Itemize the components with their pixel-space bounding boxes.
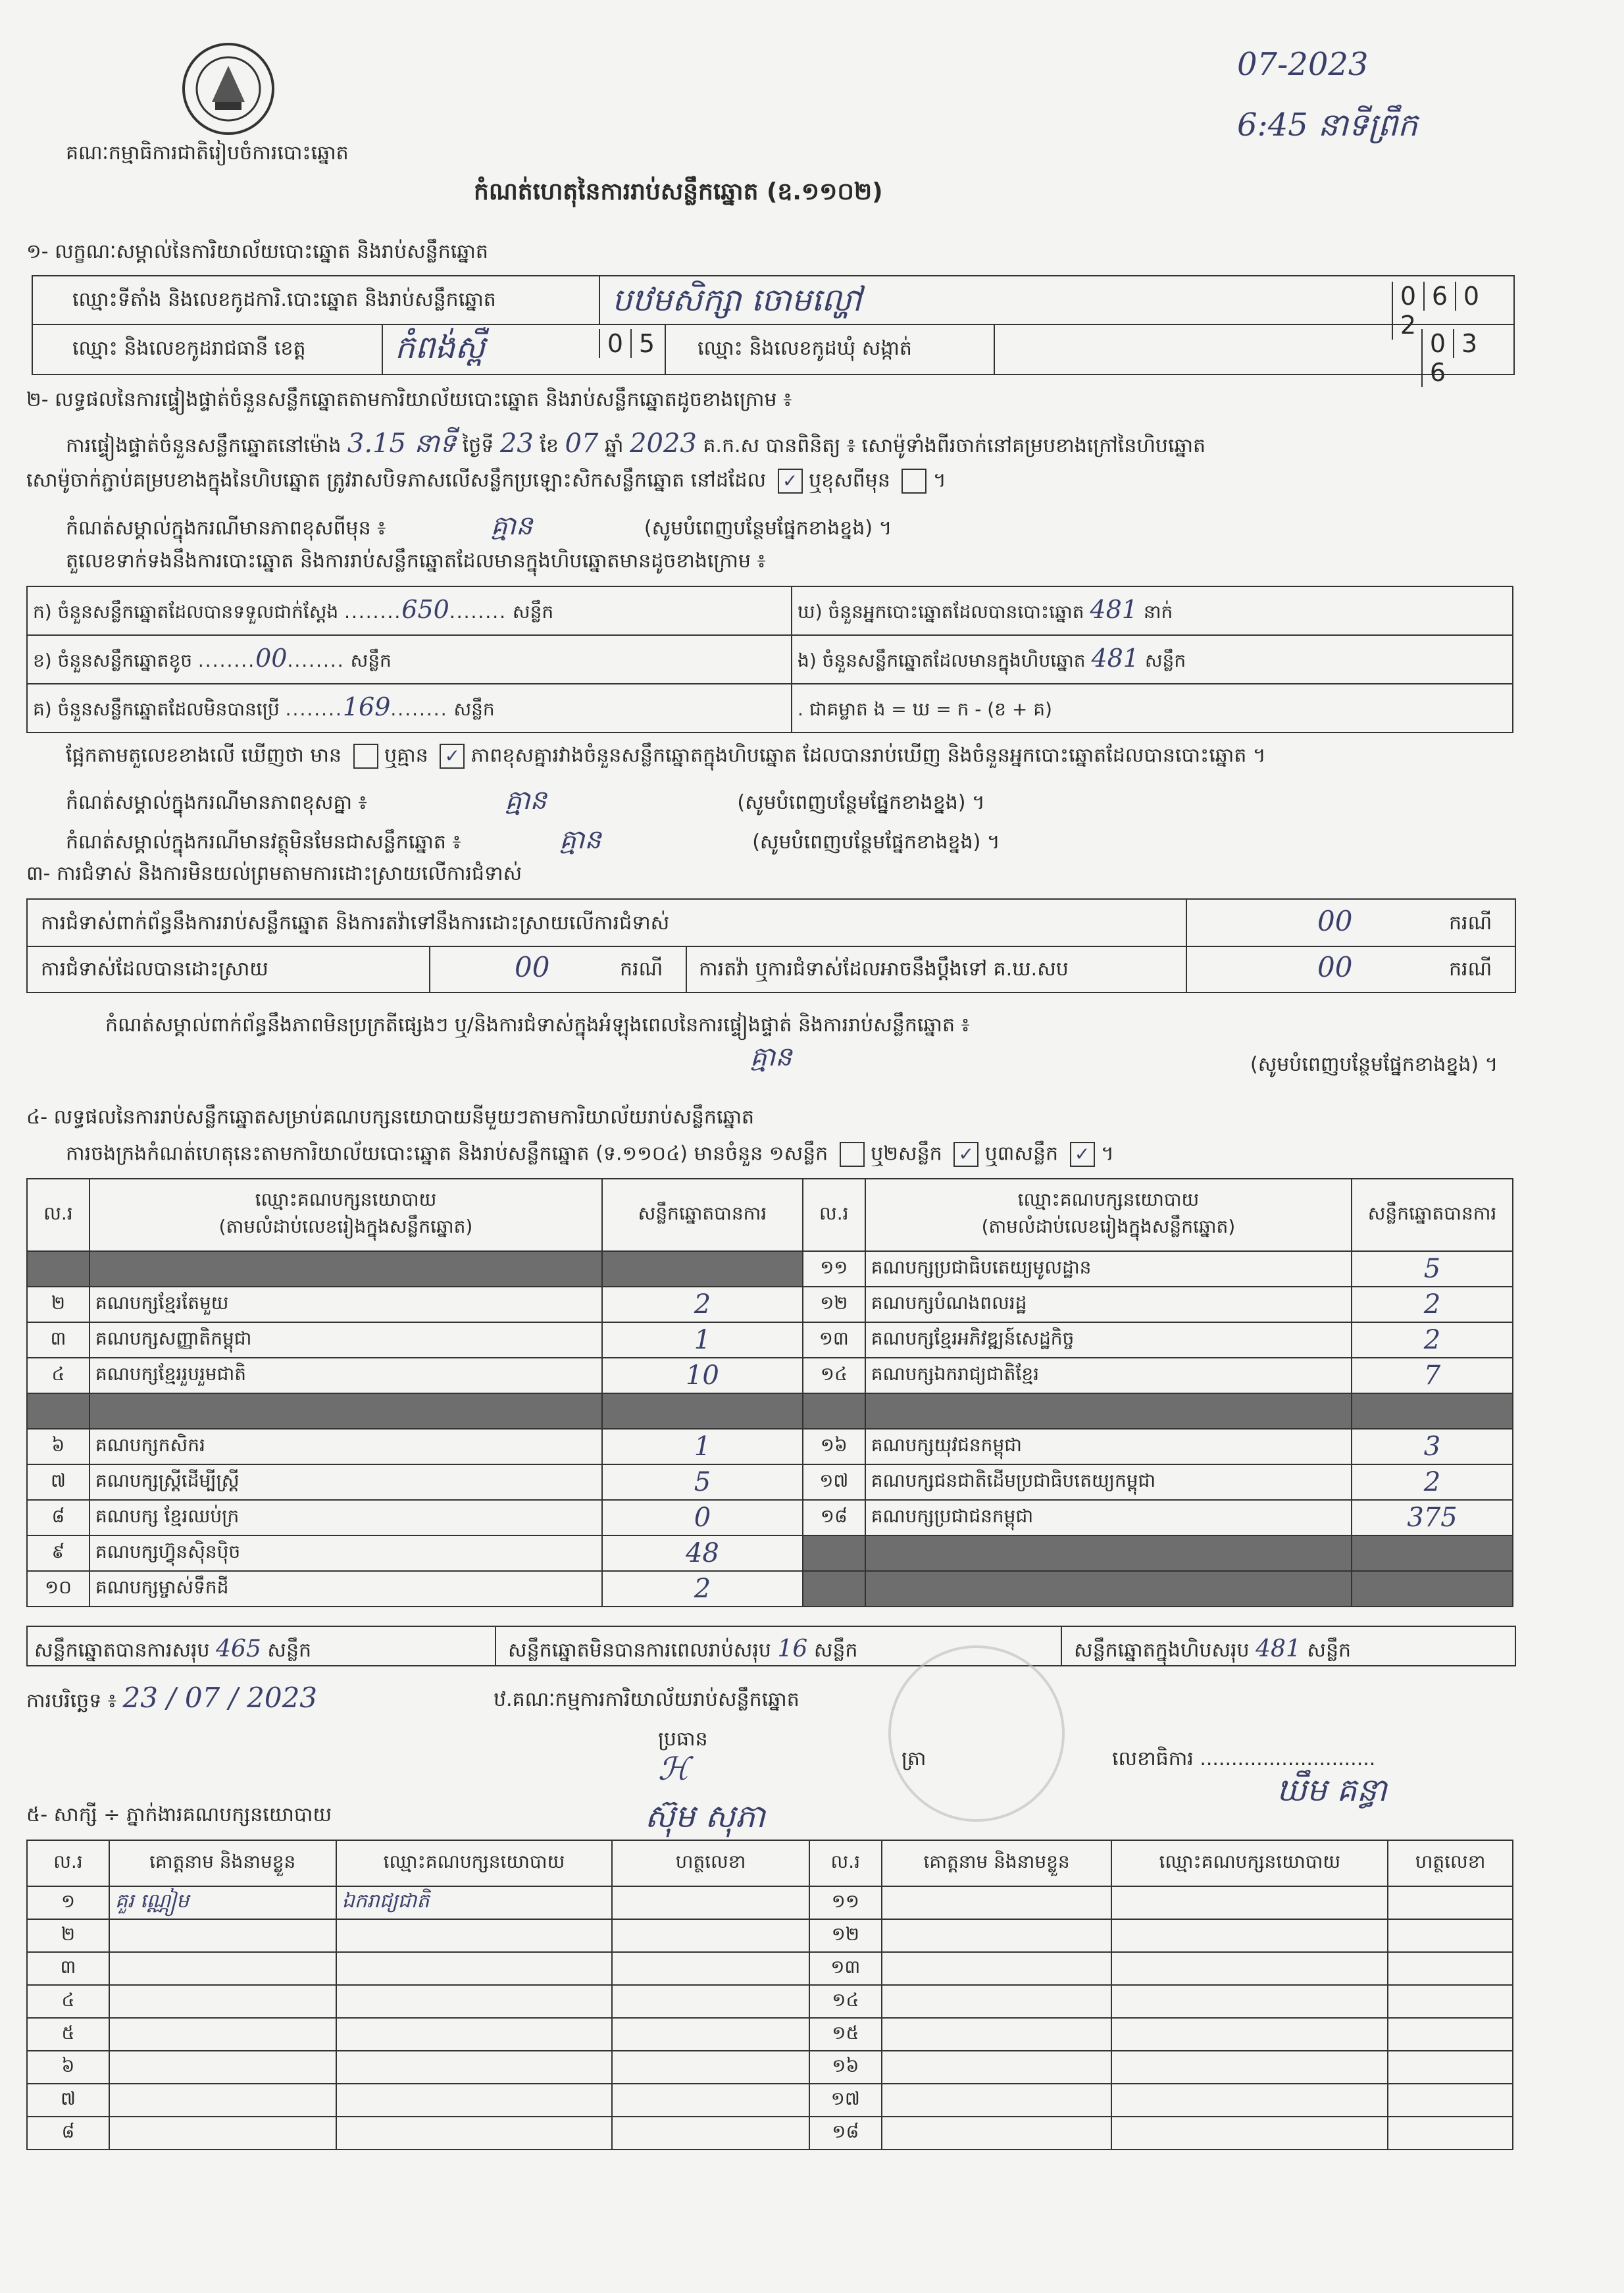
witness-cell: ៥ [27,2018,109,2051]
party-row: ៨ គណបក្ស ខ្មែរឈប់ក្រ 0 ១៨ គណបក្សប្រជាជនកម្ពុជា 375 [27,1500,1513,1535]
count-right-value: 481 [1091,643,1139,673]
station-label: ឈ្មោះទីតាំង និងលេខកូដការិ.បោះឆ្នោត និងរាប់សន្លឹកឆ្នោត [72,288,496,311]
witness-cell [882,2084,1112,2117]
witness-cell [336,1985,613,2018]
party-name: គណបក្សជនជាតិដើមប្រជាធិបតេយ្យកម្ពុជា [865,1464,1352,1500]
party-votes: 48 [602,1535,803,1571]
witness-cell [336,1919,613,1952]
witness-cell [1388,1919,1513,1952]
party-name: គណបក្សប្រជាជនកម្ពុជា [865,1500,1352,1535]
numbers-intro: តួលេខទាក់ទងនឹងការបោះឆ្នោត និងការរាប់សន្លឹកឆ្នោតដែលមានក្នុងហិបឆ្នោតមានដូចខាងក្រោម ៖ [66,550,766,573]
witness-cell [109,2051,336,2084]
party-name [89,1393,602,1429]
party-votes [602,1393,803,1429]
party-votes: 375 [1352,1500,1513,1535]
witness-table [26,1840,1513,2150]
section5-heading: ៥- សាក្សី ÷ ភ្នាក់ងារគណបក្សនយោបាយ [26,1803,332,1826]
witness-row [27,1985,1513,2018]
witness-cell: ៨ [27,2117,109,2150]
witness-col-header: ល.រ [809,1840,882,1886]
province-label: ឈ្មោះ និងលេខកូដរាជធានី ខេត្ត [72,337,306,360]
party-votes: 2 [1352,1322,1513,1358]
complaints-box: ការជំទាស់ពាក់ព័ន្ធនឹងការរាប់សន្លឹកឆ្នោត និងការតវ៉ាទៅនឹងការដោះស្រាយលើការជំទាស់ 00 ករណី ការជំទាស់ដែលបានដោះស្រាយ 00 ករណី ការតវ៉ា ឬការជំទាស់ដែលអាចនឹងប្ដឹងទៅ គ.ឃ.សប 00 ករណី [26,898,1516,993]
witness-cell [612,2084,809,2117]
commune-code: 0 36 [1421,329,1513,387]
witness-cell [109,1985,336,2018]
verification-time: 3.15 នាទី [347,428,457,459]
witness-col-header: ហត្ថលេខា [612,1840,809,1886]
changed-checkbox[interactable] [901,469,926,494]
witness-cell: ១ [27,1886,109,1919]
party-votes: 5 [602,1464,803,1500]
party-name: គណបក្សស្ត្រីដើម្បីស្ត្រី [89,1464,602,1500]
party-name: គណបក្សសញ្ញាតិកម្ពុជា [89,1322,602,1358]
party-name: គណបក្សយុវជនកម្ពុជា [865,1429,1352,1464]
party-row: ១០ គណបក្សម្ចាស់ទឹកដី 2 [27,1571,1513,1607]
irregularity-value: គ្មាន [750,1042,792,1072]
party-results-table: ល.រ ឈ្មោះគណបក្សនយោបាយ (តាមលំដាប់លេខរៀងក្នុងសន្លឹកឆ្នោត) សន្លឹកឆ្នោតបានការ ល.រ ឈ្មោះគណបក្សនយោបាយ (តាមលំដាប់លេខរៀងក្នុងសន្លឹកឆ្នោត) សន្លឹកឆ្នោតបានការ ១១ គណបក្សប្រជាធិបតេយ្យមូលដ្ឋាន 5 ២ គណបក្សខ្មែរតែមួយ 2 ១២ គណបក្សបំណងពលរដ្ឋ 2 ៣ គណបក្សសញ្ញាតិកម្ពុជា 1 ១៣ គណបក្សខ្មែរអភិវឌ្ឍន៍សេដ្ឋកិច្ច 2 ៤ គណបក្សខ្មែររួបរួមជាតិ 10 ១៤ គណបក្សឯករាជ្យជាតិខ្មែរ 7 ៦ គណបក្សកសិករ 1 ១៦ គណបក្សយុវជនកម្ពុជា 3 ៧ គណបក្សស្ត្រីដើម្បីស្ត្រី 5 ១៧ គណបក្សជនជាតិដើមប្រជាធិបតេយ្យកម្ពុជា 2 ៨ គណបក្ស ខ្មែរឈប់ក្រ 0 ១៨ គណបក្សប្រជាជនកម្ពុជា 375 ៩ គណបក្សហ៊្វុនស៊ិនប៉ិច 48 ១០ គណបក្សម្ចាស់ទឹកដី 2 [26,1178,1513,1607]
witness-cell [1388,2051,1513,2084]
same-checkbox[interactable]: ✓ [778,469,803,494]
witness-cell [336,2051,613,2084]
party-row: ១១ គណបក្សប្រជាធិបតេយ្យមូលដ្ឋាន 5 [27,1251,1513,1287]
count-row: ខ) ចំនួនសន្លឹកឆ្នោតខូច ........00........ សន្លឹក ង) ចំនួនសន្លឹកឆ្នោតដែលមានក្នុងហិបឆ្នោត 481 សន្លឹក [27,635,1513,684]
witness-cell: គួរ​ ណ្ណៀម [109,1886,336,1919]
witness-cell [1388,1985,1513,2018]
witness-cell [1388,1886,1513,1919]
witness-cell: ១៤ [809,1985,882,2018]
witness-cell [612,1919,809,1952]
witness-cell: ២ [27,1919,109,1952]
witness-cell [1388,2117,1513,2150]
official-stamp-icon [888,1645,1065,1822]
witness-cell [1111,1886,1388,1919]
party-row: ៤ គណបក្សខ្មែររួបរួមជាតិ 10 ១៤ គណបក្សឯករាជ្យជាតិខ្មែរ 7 [27,1358,1513,1393]
witness-cell [336,2084,613,2117]
party-votes: 7 [1352,1358,1513,1393]
has-difference-checkbox[interactable] [353,744,378,769]
witness-cell [109,2084,336,2117]
witness-cell: ១៥ [809,2018,882,2051]
party-name: គណបក្សហ៊្វុនស៊ិនប៉ិច [89,1535,602,1571]
party-name [865,1393,1352,1429]
copies-2-checkbox[interactable]: ✓ [953,1142,978,1167]
committee-label: ឋ.គណៈកម្មការការិយាល័យរាប់សន្លឹកឆ្នោត [494,1688,799,1711]
witness-cell: ឯករាជ្យជាតិ [336,1886,613,1919]
total-invalid: 16 [777,1636,808,1662]
party-name: គណបក្សខ្មែរអភិវឌ្ឍន៍សេដ្ឋកិច្ច [865,1322,1352,1358]
witness-cell [1388,2084,1513,2117]
party-name: គណបក្សកសិករ [89,1429,602,1464]
witness-cell [336,2117,613,2150]
party-votes: 1 [602,1429,803,1464]
secretary-name: ឃឹម គន្ធា [1277,1772,1387,1809]
org-name: គណៈកម្មាធិការជាតិរៀបចំការបោះឆ្នោត [66,142,349,165]
party-votes: 2 [602,1571,803,1607]
section2-heading: ២- លទ្ធផលនៃការផ្ទៀងផ្ទាត់ចំនួនសន្លឹកឆ្នោតតាមការិយាល័យបោះឆ្នោត និងរាប់សន្លឹកឆ្នោតដូចខាងក្រោម ៖ [26,388,792,411]
witness-row [27,1952,1513,1985]
witness-cell [1111,1919,1388,1952]
party-votes [1352,1535,1513,1571]
party-votes: 2 [1352,1287,1513,1322]
count-left-value: 00 [255,643,288,673]
party-name: គណបក្សឯករាជ្យជាតិខ្មែរ [865,1358,1352,1393]
page-title: កំណត់ហេតុនៃការរាប់សន្លឹកឆ្នោត (ឧ.១១០២) [474,178,883,205]
witness-cell [612,2117,809,2150]
witness-cell: ១៨ [809,2117,882,2150]
witness-cell [882,2018,1112,2051]
total-in-box: 481 [1256,1636,1301,1662]
resolved-count: 00 [515,951,550,983]
ballot-count-table [26,586,1513,733]
witness-cell: ៤ [27,1985,109,2018]
witness-cell: ១៧ [809,2084,882,2117]
witness-cell [612,2051,809,2084]
chair-name: ស៊ុម សុភា [645,1798,765,1835]
witness-cell [612,1985,809,2018]
party-votes: 2 [602,1287,803,1322]
party-votes: 5 [1352,1251,1513,1287]
witness-cell: ១២ [809,1919,882,1952]
party-row: ២ គណបក្សខ្មែរតែមួយ 2 ១២ គណបក្សបំណងពលរដ្ឋ 2 [27,1287,1513,1322]
witness-cell [109,1952,336,1985]
party-row [27,1393,1513,1429]
witness-cell [1111,1952,1388,1985]
witness-cell [109,2117,336,2150]
witness-cell [1111,1985,1388,2018]
party-votes [1352,1393,1513,1429]
secretary-label: លេខាធិការ ............................ [1112,1747,1376,1770]
party-name: គណបក្សខ្មែររួបរួមជាតិ [89,1358,602,1393]
count-row: ក) ចំនួនសន្លឹកឆ្នោតដែលបានទទួលជាក់ស្តែង ........650........ សន្លឹក ឃ) ចំនួនអ្នកបោះឆ្នោតដែលបានបោះឆ្នោត 481 នាក់ [27,586,1513,635]
province-name: កំពង់ស្ពឺ [395,329,486,366]
witness-cell [336,2018,613,2051]
witness-row [27,2117,1513,2150]
section1-box [32,275,1515,387]
party-votes: 10 [602,1358,803,1393]
party-name: គណបក្សបំណងពលរដ្ឋ [865,1287,1352,1322]
party-name: គណបក្សខ្មែរតែមួយ [89,1287,602,1322]
copies-3-checkbox[interactable]: ✓ [1070,1142,1095,1167]
witness-cell [612,2018,809,2051]
party-row: ៩ គណបក្សហ៊្វុនស៊ិនប៉ិច 48 [27,1535,1513,1571]
chair-label: ប្រធាន [658,1728,708,1751]
section3-heading: ៣- ការជំទាស់ និងការមិនយល់ព្រមតាមការដោះស្រាយលើការជំទាស់ [26,862,522,885]
verification-day: 23 [499,428,534,459]
chair-signature: ℋ [658,1751,690,1788]
party-row: ៣ គណបក្សសញ្ញាតិកម្ពុជា 1 ១៣ គណបក្សខ្មែរអភិវឌ្ឍន៍សេដ្ឋកិច្ច 2 [27,1322,1513,1358]
party-row: ៦ គណបក្សកសិករ 1 ១៦ គណបក្សយុវជនកម្ពុជា 3 [27,1429,1513,1464]
count-left-value: 169 [342,692,391,721]
party-name [865,1571,1352,1607]
witness-cell [882,1985,1112,2018]
handwritten-time-note: 6:45 នាទីព្រឹក [1237,107,1418,143]
witness-cell: ៦ [27,2051,109,2084]
change-note: កំណត់សម្គាល់ក្នុងករណីមានភាពខុសពីមុន ៖ គ្មាន (សូមបំពេញបន្ថែមផ្នែកខាងខ្នង) ។ [66,511,892,541]
party-votes: 1 [602,1322,803,1358]
count-row: គ) ចំនួនសន្លឹកឆ្នោតដែលមិនបានប្រើ ........169........ សន្លឹក . ជាគម្លាត ង = ឃ = ក - (ខ + គ) [27,684,1513,733]
commune-label: ឈ្មោះ និងលេខកូដឃុំ សង្កាត់ [698,337,912,360]
difference-note: កំណត់សម្គាល់ក្នុងករណីមានភាពខុសគ្នា ៖ គ្មាន (សូមបំពេញបន្ថែមផ្នែកខាងខ្នង) ។ [66,785,985,815]
witness-cell [1111,2117,1388,2150]
no-difference-checkbox[interactable]: ✓ [440,744,465,769]
witness-cell [109,2018,336,2051]
witness-col-header: ឈ្មោះគណបក្សនយោបាយ [1111,1840,1388,1886]
witness-col-header: គោត្តនាម និងនាមខ្លួន [882,1840,1112,1886]
province-code: 0 5 [599,329,662,358]
section4-heading: ៤- លទ្ធផលនៃការរាប់សន្លឹកឆ្នោតសម្រាប់គណបក្សនយោបាយនីមួយៗតាមការិយាល័យរាប់សន្លឹកឆ្នោត [26,1106,755,1129]
witness-col-header: ហត្ថលេខា [1388,1840,1513,1886]
party-votes [1352,1571,1513,1607]
count-left-value: 650 [401,594,449,624]
witness-cell [1388,1952,1513,1985]
witness-cell [1388,2018,1513,2051]
witness-cell [612,1886,809,1919]
party-votes: 3 [1352,1429,1513,1464]
copies-line: ការចងក្រងកំណត់ហេតុនេះតាមការិយាល័យបោះឆ្នោត និងរាប់សន្លឹកឆ្នោត (ទ.១១០៤) មានចំនួន ១សន្លឹក ឬ២សន្លឹក ✓ ឬ៣សន្លឹក ✓ ។ [66,1142,1114,1167]
party-name: គណបក្ស ខ្មែរឈប់ក្រ [89,1500,602,1535]
count-right-value: 481 [1090,594,1138,624]
seal-line: សោម៉ូចាក់ភ្ជាប់គម្របខាងក្នុងនៃហិបឆ្នោត ត្រូវរាសបិទភាសលើសន្លឹកប្រឡោះសិកសន្លឹកឆ្នោត នៅដដែល ✓ ឬខុសពីមុន ។ [26,469,946,494]
party-row: ៧ គណបក្សស្ត្រីដើម្បីស្ត្រី 5 ១៧ គណបក្សជនជាតិដើមប្រជាធិបតេយ្យកម្ពុជា 2 [27,1464,1513,1500]
witness-cell [1111,2084,1388,2117]
totals-row: សន្លឹកឆ្នោតបានការសរុប 465 សន្លឹក សន្លឹកឆ្នោតមិនបានការពេលរាប់សរុប 16 សន្លឹក សន្លឹកឆ្នោតក្នុងហិបសរុប 481 សន្លឹក [26,1626,1516,1666]
witness-col-header: គោត្តនាម និងនាមខ្លួន [109,1840,336,1886]
section1-heading: ១- លក្ខណៈសម្គាល់នៃការិយាល័យបោះឆ្នោត និងរាប់សន្លឹកឆ្នោត [26,240,488,263]
witness-cell [336,1952,613,1985]
witness-cell: ១៦ [809,2051,882,2084]
party-name [89,1251,602,1287]
party-votes [602,1251,803,1287]
irregularity-note: កំណត់សម្គាល់ពាក់ព័ន្ធនឹងភាពមិនប្រក្រតីផ្សេងៗ ឬ/និងការជំទាស់ក្នុងអំឡុងពេលនៃការផ្ទៀងផ្ទាត់ និងការរាប់សន្លឹកឆ្នោត ៖ [105,1014,970,1037]
appeals-count: 00 [1317,951,1353,983]
witness-cell [882,1952,1112,1985]
witness-row [27,2084,1513,2117]
witness-row [27,2051,1513,2084]
report-date: ការបរិច្ឆេទ ៖ 23 / 07 / 2023 [26,1682,318,1714]
party-votes: 2 [1352,1464,1513,1500]
witness-row [27,2018,1513,2051]
witness-cell [109,1919,336,1952]
witness-col-header: ឈ្មោះគណបក្សនយោបាយ [336,1840,613,1886]
party-name [865,1535,1352,1571]
verification-line: ការផ្ទៀងផ្ទាត់ចំនួនសន្លឹកឆ្នោតនៅម៉ោង 3.15 នាទី ថ្ងៃទី 23 ខែ 07 ឆ្នាំ 2023 គ.ក.ស បានពិនិត្យ ៖ សោម៉ូទាំងពីរចាក់នៅគម្របខាងក្រៅនៃហិបឆ្នោត [66,428,1206,459]
witness-row [27,1886,1513,1919]
handwritten-date-note: 07-2023 [1237,46,1369,83]
copies-1-checkbox[interactable] [840,1142,865,1167]
witness-cell [1111,2051,1388,2084]
stamp-label: ត្រា [901,1747,926,1770]
station-code: 0 6 02 [1392,282,1513,340]
witness-cell: ១១ [809,1886,882,1919]
difference-line: ផ្អែកតាមតួលេខខាងលើ ឃើញថា មាន ឬគ្មាន ✓ ភាពខុសគ្នារវាងចំនួនសន្លឹកឆ្នោតក្នុងហិបឆ្នោត ដែលបានរាប់ឃើញ និងចំនួនអ្នកបោះឆ្នោតដែលបានបោះឆ្នោត ។ [66,744,1266,769]
witness-cell [882,1919,1112,1952]
verification-month: 07 [565,428,599,459]
witness-cell: ១៣ [809,1952,882,1985]
total-valid: 465 [216,1636,261,1662]
party-name: គណបក្សប្រជាធិបតេយ្យមូលដ្ឋាន [865,1251,1352,1287]
station-name: បឋមសិក្សា ចោមល្ហៅ [612,282,862,319]
witness-cell [882,2051,1112,2084]
witness-cell: ៣ [27,1952,109,1985]
witness-cell [1111,2018,1388,2051]
verification-year: 2023 [630,428,697,459]
witness-cell [882,2117,1112,2150]
object-note: កំណត់សម្គាល់ក្នុងករណីមានវត្ថុមិនមែនជាសន្លឹកឆ្នោត ៖ គ្មាន (សូមបំពេញបន្ថែមផ្នែកខាងខ្នង) ។ [66,825,1000,855]
witness-col-header: ល.រ [27,1840,109,1886]
witness-cell [612,1952,809,1985]
witness-cell [882,1886,1112,1919]
witness-cell: ៧ [27,2084,109,2117]
witness-row [27,1919,1513,1952]
party-name: គណបក្សម្ចាស់ទឹកដី [89,1571,602,1607]
nec-emblem-icon [179,39,278,138]
party-votes: 0 [602,1500,803,1535]
complaints-count: 00 [1317,905,1353,937]
